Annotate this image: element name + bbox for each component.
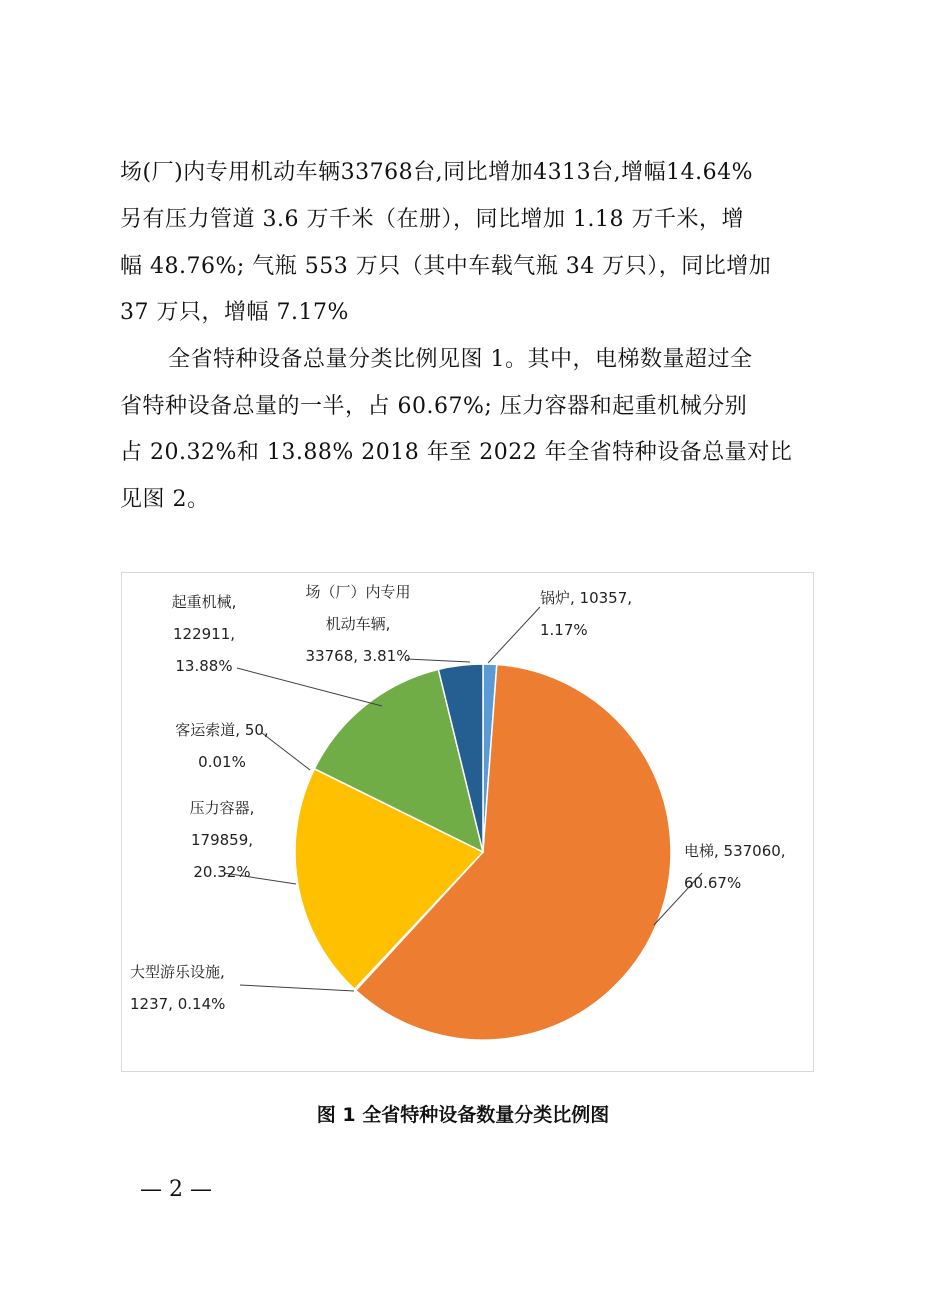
leader-line-6 xyxy=(407,659,470,662)
slice-label-line: 1237, 0.14% xyxy=(130,995,226,1013)
slice-label-line: 179859, xyxy=(190,831,254,849)
slice-label-line: 1.17% xyxy=(540,621,588,639)
page-number: — 2 — xyxy=(140,1177,212,1202)
slice-label-line: 122911, xyxy=(172,625,236,643)
slice-label-line: 33768, 3.81% xyxy=(305,647,411,665)
slice-label-5 xyxy=(172,593,237,675)
slice-label-line: 60.67% xyxy=(684,874,742,892)
pie-chart xyxy=(122,573,815,1073)
paragraph1-line-1: 场(厂)内专用机动车辆33768台,同比增加4313台,增幅14.64% xyxy=(120,160,754,185)
leader-line-4 xyxy=(262,733,310,770)
slice-label-line: 起重机械, xyxy=(171,593,237,611)
paragraph2-line-3: 占 20.32%和 13.88% 2018 年至 2022 年全省特种设备总量对比 xyxy=(120,440,793,465)
paragraph1-line-2: 另有压力管道 3.6 万千米（在册），同比增加 1.18 万千米，增 xyxy=(120,207,744,232)
leader-line-5 xyxy=(237,668,382,706)
slice-label-line: 大型游乐设施, xyxy=(130,963,225,981)
slice-label-4 xyxy=(175,721,268,771)
slice-label-line: 场（厂）内专用 xyxy=(305,583,411,601)
slice-label-0 xyxy=(540,589,632,639)
slice-label-1 xyxy=(684,842,786,892)
leader-line-2 xyxy=(240,985,354,991)
pie-chart-frame xyxy=(121,572,814,1072)
paragraph2-line-2: 省特种设备总量的一半，占 60.67%; 压力容器和起重机械分别 xyxy=(120,394,748,419)
slice-label-6 xyxy=(305,583,410,665)
slice-label-line: 20.32% xyxy=(193,863,251,881)
leader-line-0 xyxy=(488,607,540,663)
slice-label-line: 0.01% xyxy=(198,753,246,771)
slice-label-line: 电梯, 537060, xyxy=(684,842,786,860)
slice-label-line: 压力容器, xyxy=(189,799,255,817)
paragraph2-line-4: 见图 2。 xyxy=(120,487,210,512)
slice-label-2 xyxy=(130,963,225,1013)
slice-label-line: 客运索道, 50, xyxy=(175,721,269,739)
paragraph1-line-4: 37 万只，增幅 7.17% xyxy=(120,300,349,325)
slice-label-line: 机动车辆, xyxy=(325,615,391,633)
slice-label-line: 锅炉, 10357, xyxy=(540,589,633,607)
slice-label-3 xyxy=(190,799,255,881)
paragraph2-line-1: 全省特种设备总量分类比例见图 1。其中，电梯数量超过全 xyxy=(168,347,753,372)
figure-caption: 图 1 全省特种设备数量分类比例图 xyxy=(316,1104,610,1126)
paragraph1-line-3: 幅 48.76%; 气瓶 553 万只（其中车载气瓶 34 万只），同比增加 xyxy=(120,254,772,279)
slice-label-line: 13.88% xyxy=(175,657,233,675)
